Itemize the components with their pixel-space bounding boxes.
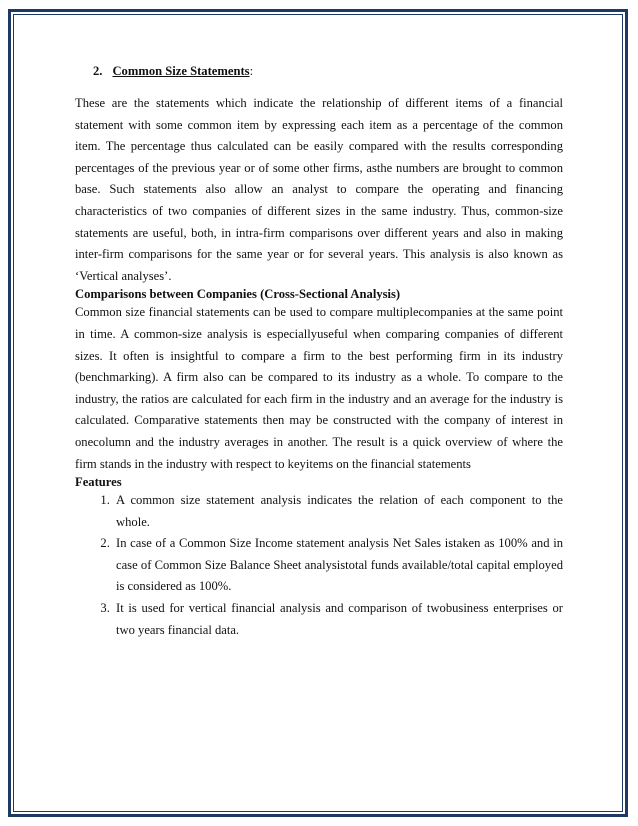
comparisons-heading: Comparisons between Companies (Cross-Sectional Analysis)	[75, 287, 401, 302]
features-list	[75, 490, 563, 641]
features-list-item: 2. In case of a Common Size Income statement analysis Net Sales istaken as 100% and in case of Common Size Balance Sheet analysistotal funds available/total capital employed is considered as 100%.	[113, 533, 563, 598]
features-heading: Features	[75, 475, 122, 490]
comparisons-paragraph: Common size financial statements can be used to compare multiplecompanies at the same point in time. A common-size analysis is especiallyuseful when comparing companies of different sizes. It often is insightful to compare a firm to the best performing firm in its industry (benchmarking). A firm also can be compared to its industry as a whole. To compare to the industry, the ratios are calculated for each firm in the industry and an average for the industry is calculated. Comparative statements then may be constructed with the company of interest in onecolumn and the industry averages in another. The result is a quick overview of where the firm stands in the industry with respect to keyitems on the financial statements	[75, 305, 563, 471]
section-2-colon: :	[249, 64, 254, 78]
section-2-number: 2.	[93, 64, 103, 78]
section-2-paragraph: These are the statements which indicate the relationship of different items of a financial statement with some common item by expressing each item as a percentage of the common item. The percentage thus calculated can be easily compared with the results corresponding percentages of the previous year or of some other firms, asthe numbers are brought to common base. Such statements also allow an analyst to compare the operating and financing characteristics of two companies of different sizes in the same industry. Thus, common-size statements are useful, both, in intra-firm comparisons over different years and also in making inter-firm comparisons for the same year or for several years. This analysis is also known as ‘Vertical analyses’.	[75, 96, 563, 283]
features-list-item: 1. A common size statement analysis indicates the relation of each component to the whole.	[113, 490, 563, 533]
features-list-item: 3. It is used for vertical financial analysis and comparison of twobusiness enterprises or two years financial data.	[113, 598, 563, 641]
section-2-heading	[93, 64, 563, 79]
section-2-title: Common Size Statements	[112, 64, 250, 78]
document-content	[75, 64, 563, 641]
